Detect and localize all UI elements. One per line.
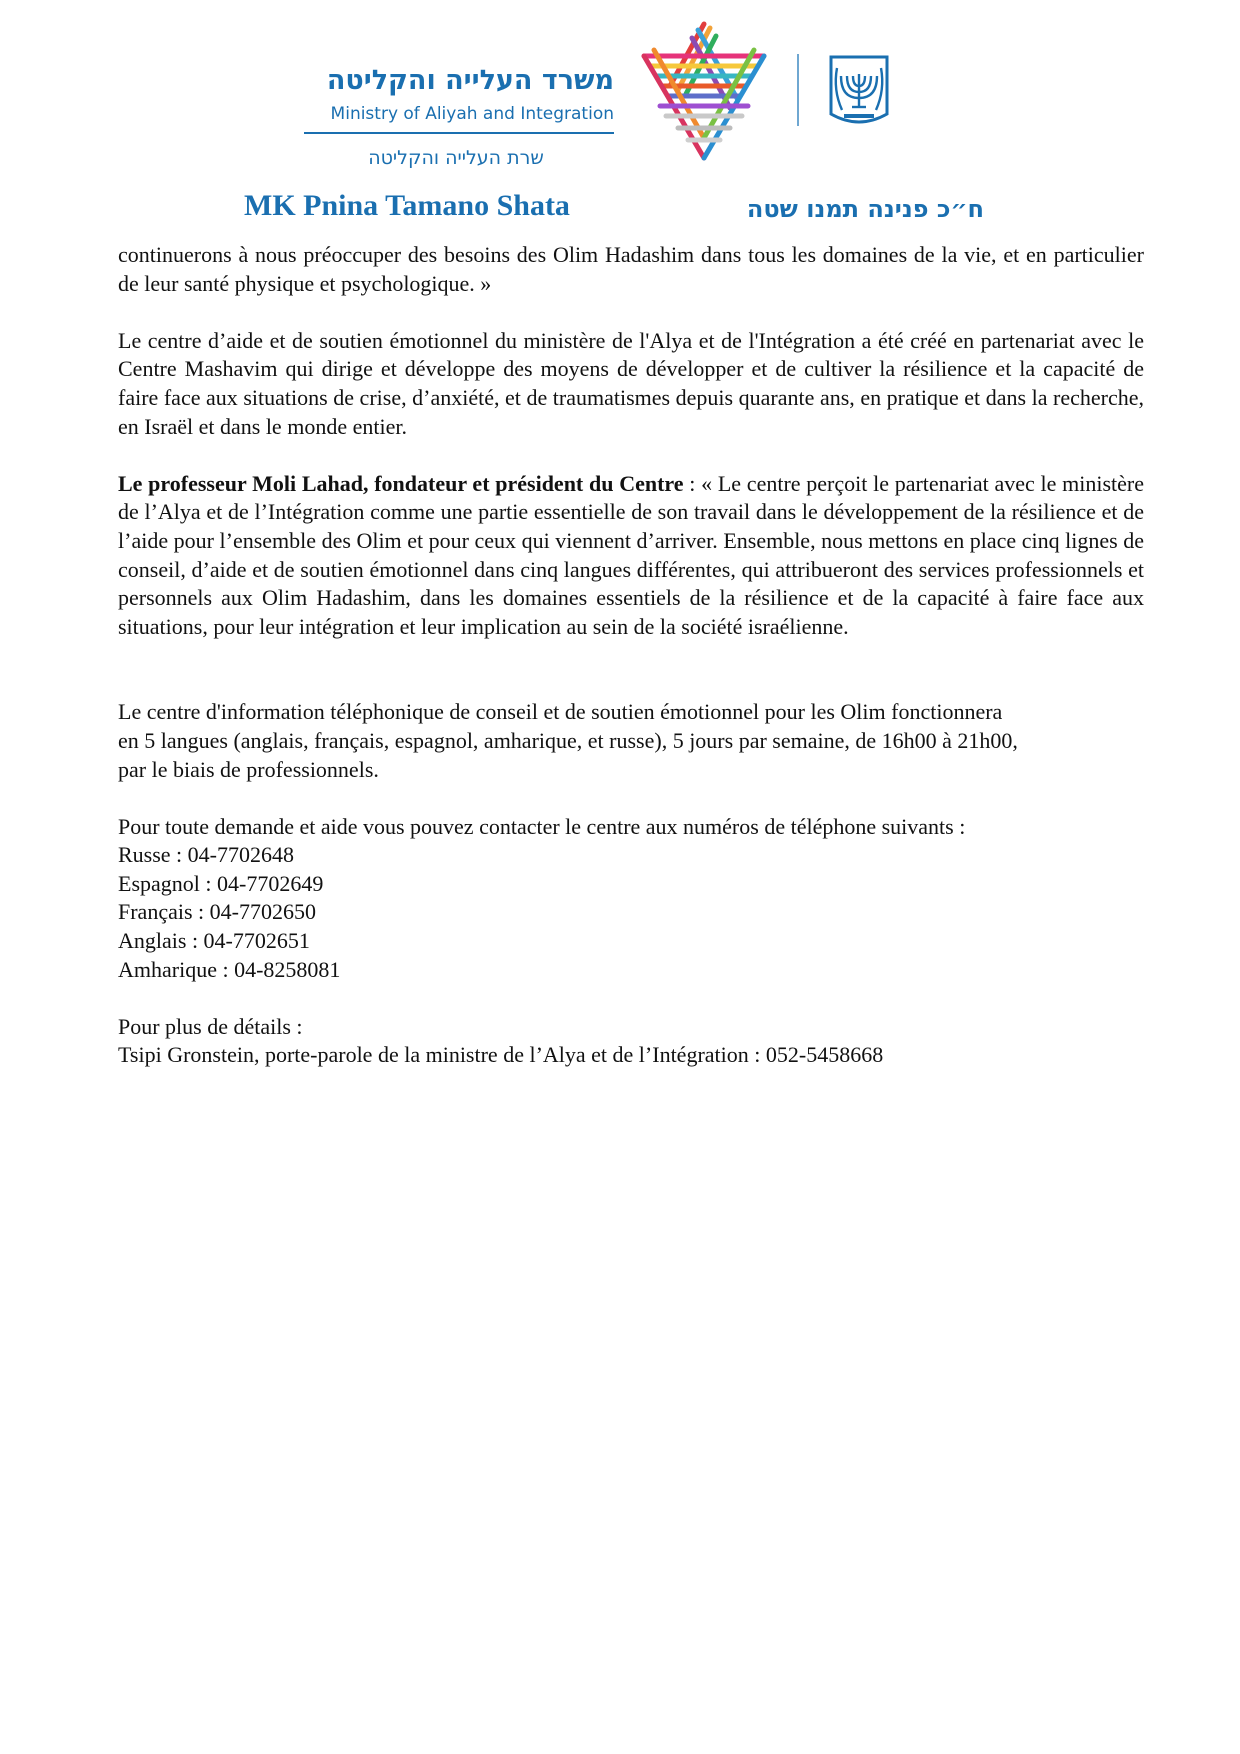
ministry-underline: [304, 132, 614, 134]
hours-line-2: en 5 langues (anglais, français, espagnol, amharique, et russe), 5 jours par semaine, de 16h00 à 21h00,: [118, 727, 1018, 753]
quote-text: : « Le centre perçoit le partenariat avec le ministère de l’Alya et de l’Intégration comme une partie essentielle de son travail dans le développement de la résilience et de l’aide pour l’ensemble des Olim et pour ceux qui viennent d’arriver. Ensemble, nous mettons en place cinq lignes de conseil, d’aide et de soutien émotionnel dans cinq langues différentes, qui attribueront des services professionnels et personnels aux Olim Hadashim, dans les domaines essentiels de la résilience et de la capacité à faire face aux situations, pour leur intégration et leur implication au sein de la société israélienne.: [118, 470, 1144, 639]
mk-name-english: MK Pnina Tamano Shata: [244, 189, 570, 222]
letterhead-divider: [797, 54, 799, 126]
ministry-name-english: Ministry of Aliyah and Integration: [330, 104, 614, 124]
mk-name-hebrew: ח״כ פנינה תמנו שטה: [746, 195, 984, 223]
phone-contacts: [118, 813, 1144, 985]
star-of-david-logo-icon: [640, 20, 768, 162]
paragraph-quote: [118, 470, 1144, 642]
ministry-name-hebrew: משרד העלייה והקליטה: [326, 65, 614, 96]
quote-speaker: Le professeur Moli Lahad, fondateur et président du Centre: [118, 470, 684, 496]
spokesperson-contact: Tsipi Gronstein, porte-parole de la ministre de l’Alya et de l’Intégration : 052-5458668: [118, 1042, 884, 1068]
paragraph-center-description: Le centre d’aide et de soutien émotionnel du ministère de l'Alya et de l'Intégration a été créé en partenariat avec le Centre Mashavim qui dirige et développe des moyens de développer et de cultiver la résilience et la capacité de faire face aux situations de crise, d’anxiété, et de traumatismes depuis quarante ans, en pratique et dans la recherche, en Israël et dans le monde entier.: [118, 327, 1144, 439]
ministry-name-block: [298, 64, 614, 172]
hours-line-1: Le centre d'information téléphonique de conseil et de soutien émotionnel pour les Olim fonctionnera: [118, 699, 1003, 725]
phone-amharic: Amharique : 04-8258081: [118, 956, 341, 982]
paragraph-continuation: continuerons à nous préoccuper des besoins des Olim Hadashim dans tous les domaines de la vie, et en particulier de leur santé physique et psychologique. »: [118, 242, 1144, 296]
document-body: [118, 241, 1144, 1070]
phone-english: Anglais : 04-7702651: [118, 928, 310, 954]
hours-line-3: par le biais de professionnels.: [118, 756, 379, 782]
phone-french: Français : 04-7702650: [118, 899, 316, 925]
press-contact: [118, 1013, 1144, 1070]
letterhead: [0, 0, 1240, 230]
phone-russian: Russe : 04-7702648: [118, 842, 294, 868]
minister-title-hebrew: שרת העלייה והקליטה: [368, 147, 544, 169]
paragraph-hours: [118, 698, 1144, 784]
details-label: Pour plus de détails :: [118, 1013, 303, 1039]
contact-intro: Pour toute demande et aide vous pouvez contacter le centre aux numéros de téléphone suivants :: [118, 813, 966, 839]
state-emblem-menorah-icon: [828, 54, 890, 130]
phone-spanish: Espagnol : 04-7702649: [118, 870, 324, 896]
